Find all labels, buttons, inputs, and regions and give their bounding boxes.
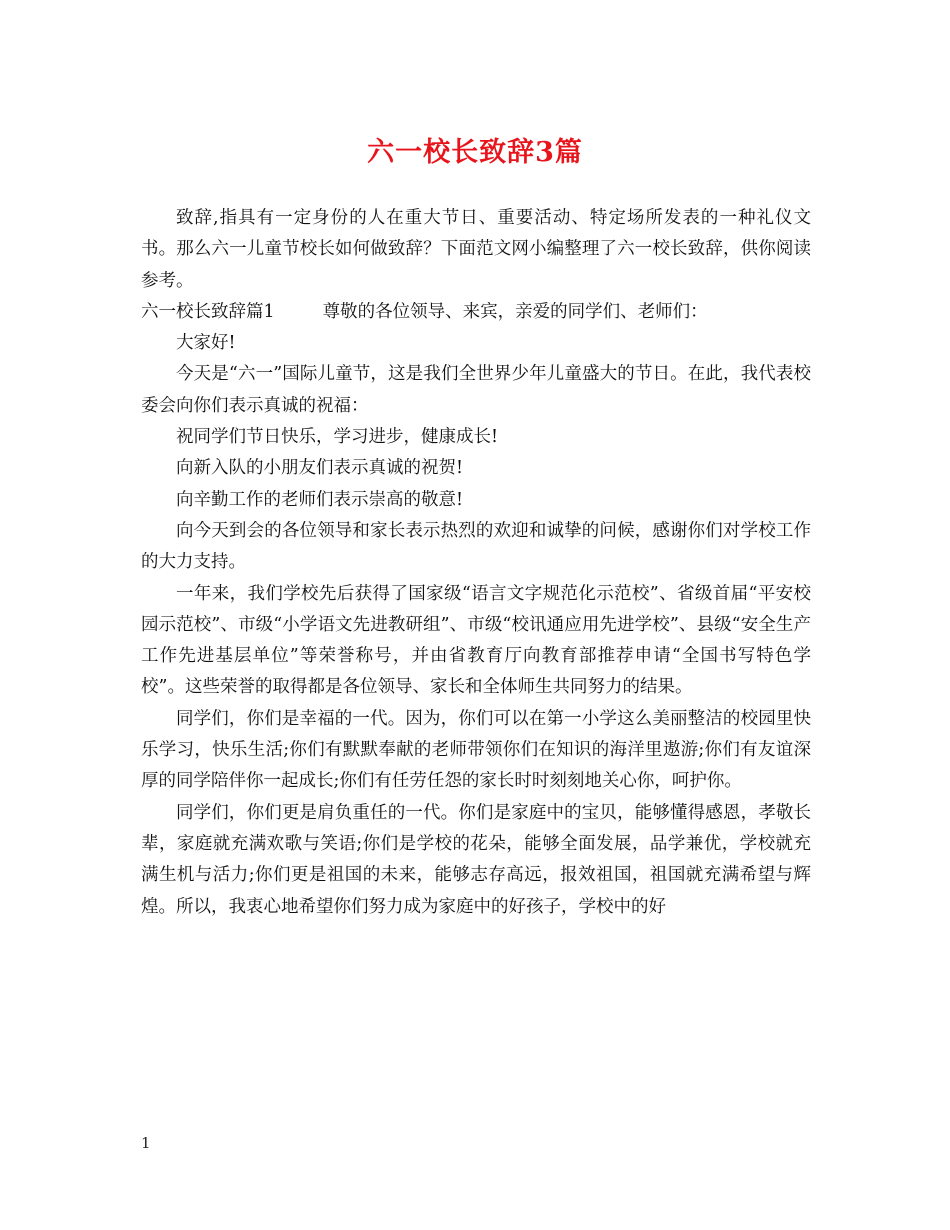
- paragraph: 今天是“六一”国际儿童节，这是我们全世界少年儿童盛大的节日。在此，我代表校委会向你们表示真诚的祝福：: [141, 364, 811, 416]
- paragraph: 同学们，你们是幸福的一代。因为，你们可以在第一小学这么美丽整洁的校园里快乐学习，快乐生活;你们有默默奉献的老师带领你们在知识的海洋里遨游;你们有友谊深厚的同学陪伴你一起成长;你们有任劳任怨的家长时时刻刻地关心你，呵护你。: [141, 708, 811, 792]
- document-title: 六一校长致辞3篇: [367, 137, 583, 168]
- paragraph: 一年来，我们学校先后获得了国家级“语言文字规范化示范校”、省级首届“平安校园示范校”、市级“小学语文先进教研组”、市级“校讯通应用先进学校”、县级“安全生产工作先进基层单位”等荣誉称号，并由省教育厅向教育部推荐申请“全国书写特色学校”。这些荣誉的取得都是各位领导、家长和全体师生共同努力的结果。: [141, 583, 811, 698]
- page-number: 1: [141, 1134, 151, 1152]
- document-body: [141, 203, 811, 923]
- paragraph: 向辛勤工作的老师们表示崇高的敬意!: [176, 489, 464, 510]
- paragraph: 向今天到会的各位领导和家长表示热烈的欢迎和诚挚的问候，感谢你们对学校工作的大力支持。: [141, 520, 811, 573]
- paragraph: 同学们，你们更是肩负重任的一代。你们是家庭中的宝贝，能够懂得感恩，孝敬长辈，家庭就充满欢歌与笑语;你们是学校的花朵，能够全面发展，品学兼优，学校就充满生机与活力;你们更是祖国的未来，能够志存高远，报效祖国，祖国就充满希望与辉煌。所以，我衷心地希望你们努力成为家庭中的好孩子，学校中的好: [141, 802, 811, 917]
- paragraph: 大家好!: [176, 333, 236, 354]
- salutation: 尊敬的各位领导、来宾，亲爱的同学们、老师们：: [322, 301, 708, 322]
- paragraph: 向新入队的小朋友们表示真诚的祝贺!: [176, 458, 464, 479]
- section-label: 六一校长致辞篇1: [141, 301, 275, 322]
- section-heading-line: [141, 297, 811, 328]
- intro-paragraph: 致辞,指具有一定身份的人在重大节日、重要活动、特定场所发表的一种礼仪文书。那么六一儿童节校长如何做致辞？下面范文网小编整理了六一校长致辞，供你阅读参考。: [141, 208, 811, 291]
- paragraph: 祝同学们节日快乐，学习进步，健康成长!: [176, 427, 499, 448]
